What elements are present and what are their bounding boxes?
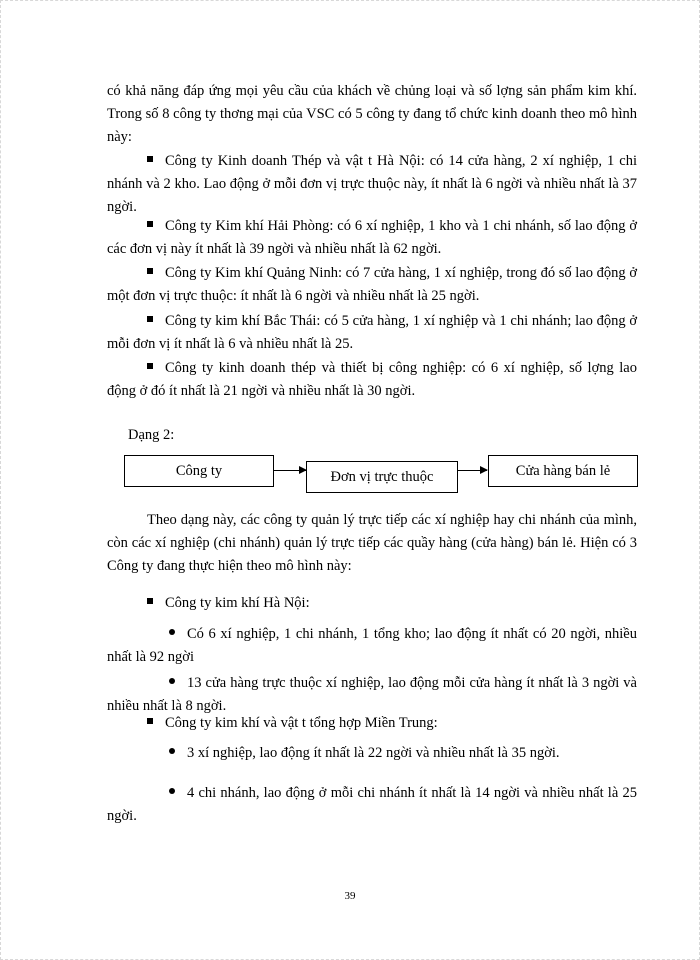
diagram-box-company: Công ty xyxy=(124,455,274,487)
company-bullet: Công ty kim khí Bắc Thái: có 5 cửa hàng, 1 xí nghiệp và 1 chi nhánh; lao động ở mỗi đơn vị ít nhất là 6 và nhiều nhất là 25. xyxy=(107,313,637,352)
page-number: 39 xyxy=(344,890,356,902)
mientrung-item: 4 chi nhánh, lao động ở mỗi chi nhánh ít nhất là 14 ngời và nhiều nhất là 25 ngời. xyxy=(107,785,637,824)
square-bullet-icon xyxy=(147,718,153,724)
square-bullet-icon xyxy=(147,363,153,369)
round-bullet-icon xyxy=(169,678,175,684)
hanoi-item: Có 6 xí nghiệp, 1 chi nhánh, 1 tổng kho; lao động ít nhất có 20 ngời, nhiều nhất là 92 ngời xyxy=(107,626,637,665)
round-bullet-icon xyxy=(169,629,175,635)
company-bullet: Công ty Kim khí Quảng Ninh: có 7 cửa hàng, 1 xí nghiệp, trong đó số lao động ở một đơn vị trực thuộc: ít nhất là 6 ngời và nhiều nhất là 25 ngời. xyxy=(107,265,637,304)
arrow-icon xyxy=(273,470,306,471)
form2-heading: Dạng 2: xyxy=(128,427,175,443)
diagram-box-unit: Đơn vị trực thuộc xyxy=(306,461,458,493)
intro-paragraph: có khả năng đáp ứng mọi yêu cầu của khách về chủng loại và số lợng sản phẩm kim khí. Trong số 8 công ty thơng mại của VSC có 5 công ty đang tổ chức kinh doanh theo mô hình này: xyxy=(107,83,637,145)
mientrung-item: 3 xí nghiệp, lao động ít nhất là 22 ngời và nhiều nhất là 35 ngời. xyxy=(107,742,637,765)
diagram-box-retail: Cửa hàng bán lẻ xyxy=(488,455,638,487)
form2-paragraph: Theo dạng này, các công ty quản lý trực tiếp các xí nghiệp hay chi nhánh của mình, còn các xí nghiệp (chi nhánh) quản lý trực tiếp các quầy hàng (cửa hàng) bán lẻ. Hiện có 3 Công ty đang thực hiện theo mô hình này: xyxy=(107,512,637,574)
company-bullet: Công ty Kinh doanh Thép và vật t Hà Nội: có 14 cửa hàng, 2 xí nghiệp, 1 chi nhánh và 2 kho. Lao động ở mỗi đơn vị trực thuộc này, ít nhất là 6 ngời và nhiều nhất là 37 ngời. xyxy=(107,153,637,215)
arrow-icon xyxy=(457,470,487,471)
square-bullet-icon xyxy=(147,221,153,227)
square-bullet-icon xyxy=(147,598,153,604)
company-bullet: Công ty kinh doanh thép và thiết bị công nghiệp: có 6 xí nghiệp, số lợng lao động ở đó ít nhất là 21 ngời và nhiều nhất là 30 ngời. xyxy=(107,360,637,399)
round-bullet-icon xyxy=(169,788,175,794)
mientrung-title: Công ty kim khí và vật t tổng hợp Miền Trung: xyxy=(147,712,438,735)
square-bullet-icon xyxy=(147,268,153,274)
square-bullet-icon xyxy=(147,316,153,322)
square-bullet-icon xyxy=(147,156,153,162)
round-bullet-icon xyxy=(169,748,175,754)
company-bullet: Công ty Kim khí Hải Phòng: có 6 xí nghiệp, 1 kho và 1 chi nhánh, số lao động ở các đơn vị này ít nhất là 39 ngời và nhiều nhất là 62 ngời. xyxy=(107,218,637,257)
hanoi-item: 13 cửa hàng trực thuộc xí nghiệp, lao động mỗi cửa hàng ít nhất là 3 ngời và nhiều nhất là 8 ngời. xyxy=(107,675,637,714)
hanoi-title: Công ty kim khí Hà Nội: xyxy=(147,592,310,615)
